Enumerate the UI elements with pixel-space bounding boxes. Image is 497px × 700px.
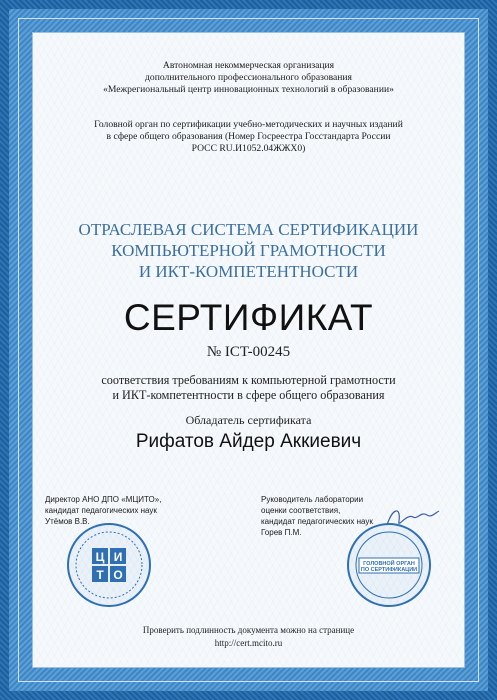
system-line-1: ОТРАСЛЕВАЯ СИСТЕМА СЕРТИФИКАЦИИ [78,220,419,239]
certificate-title: СЕРТИФИКАТ [123,297,374,338]
organization-header [33,60,464,95]
seal-text-line-2: ПО СЕРТИФИКАЦИИ [360,567,418,573]
owner-name: Рифатов Айдер Аккиевич [135,431,362,452]
signatory-right-line-2: оценки соответствия, [261,506,341,515]
certificate-paper [33,33,464,667]
certifying-body [33,119,464,154]
signatory-left-line-1: Директор АНО ДПО «МЦИТО», [45,495,162,504]
system-line-3: И ИКТ-КОМПЕТЕНТНОСТИ [138,262,359,281]
signatory-right-line-3: кандидат педагогических наук [261,517,373,526]
seal-letter-c: Ц [95,550,105,564]
org-line-2: дополнительного профессионального образования [145,71,352,83]
seal-letter-i: И [113,550,123,564]
conformity-statement [33,373,464,403]
verification-note [33,624,464,650]
mcito-seal [65,521,153,609]
signatory-right-line-4: Горев П.М. [261,528,302,537]
seal-text-line-1: ГОЛОВНОЙ ОРГАН [363,561,415,567]
certification-body-seal [345,521,433,609]
org-line-1: Автономная некоммерческая организация [162,60,335,71]
signatory-right-line-1: Руководитель лаборатории [261,495,364,504]
body-line-1: Головной орган по сертификации учебно-методических и научных изданий [94,119,403,130]
certificate-number: № ICT-00245 [206,344,291,360]
org-line-3: «Межрегиональный центр инновационных технологий в образовании» [103,83,394,95]
conformity-line-2: и ИКТ-компетентности в сфере общего образования [112,388,385,402]
body-line-2: в сфере общего образования (Номер Госреестра Госстандарта России [106,130,391,142]
owner-label: Обладатель сертификата [185,413,312,427]
system-line-2: КОМПЬЮТЕРНОЙ ГРАМОТНОСТИ [111,241,386,260]
signatory-left-line-2: кандидат педагогических наук [45,506,157,515]
seal-outer-ring [68,524,150,606]
seal-letter-t: Т [96,568,104,582]
conformity-line-1: соответствия требованиям к компьютерной грамотности [101,373,396,387]
body-line-3: РОСС RU.И1052.04ЖЖХ0) [191,142,306,154]
certification-system-title [33,219,464,282]
verify-link[interactable]: http://cert.mcito.ru [214,638,283,648]
seal-letter-o: О [113,568,123,582]
verify-line-1: Проверить подлинность документа можно на странице [142,625,355,635]
signatory-left-line-3: Утёмов В.В. [45,517,90,526]
